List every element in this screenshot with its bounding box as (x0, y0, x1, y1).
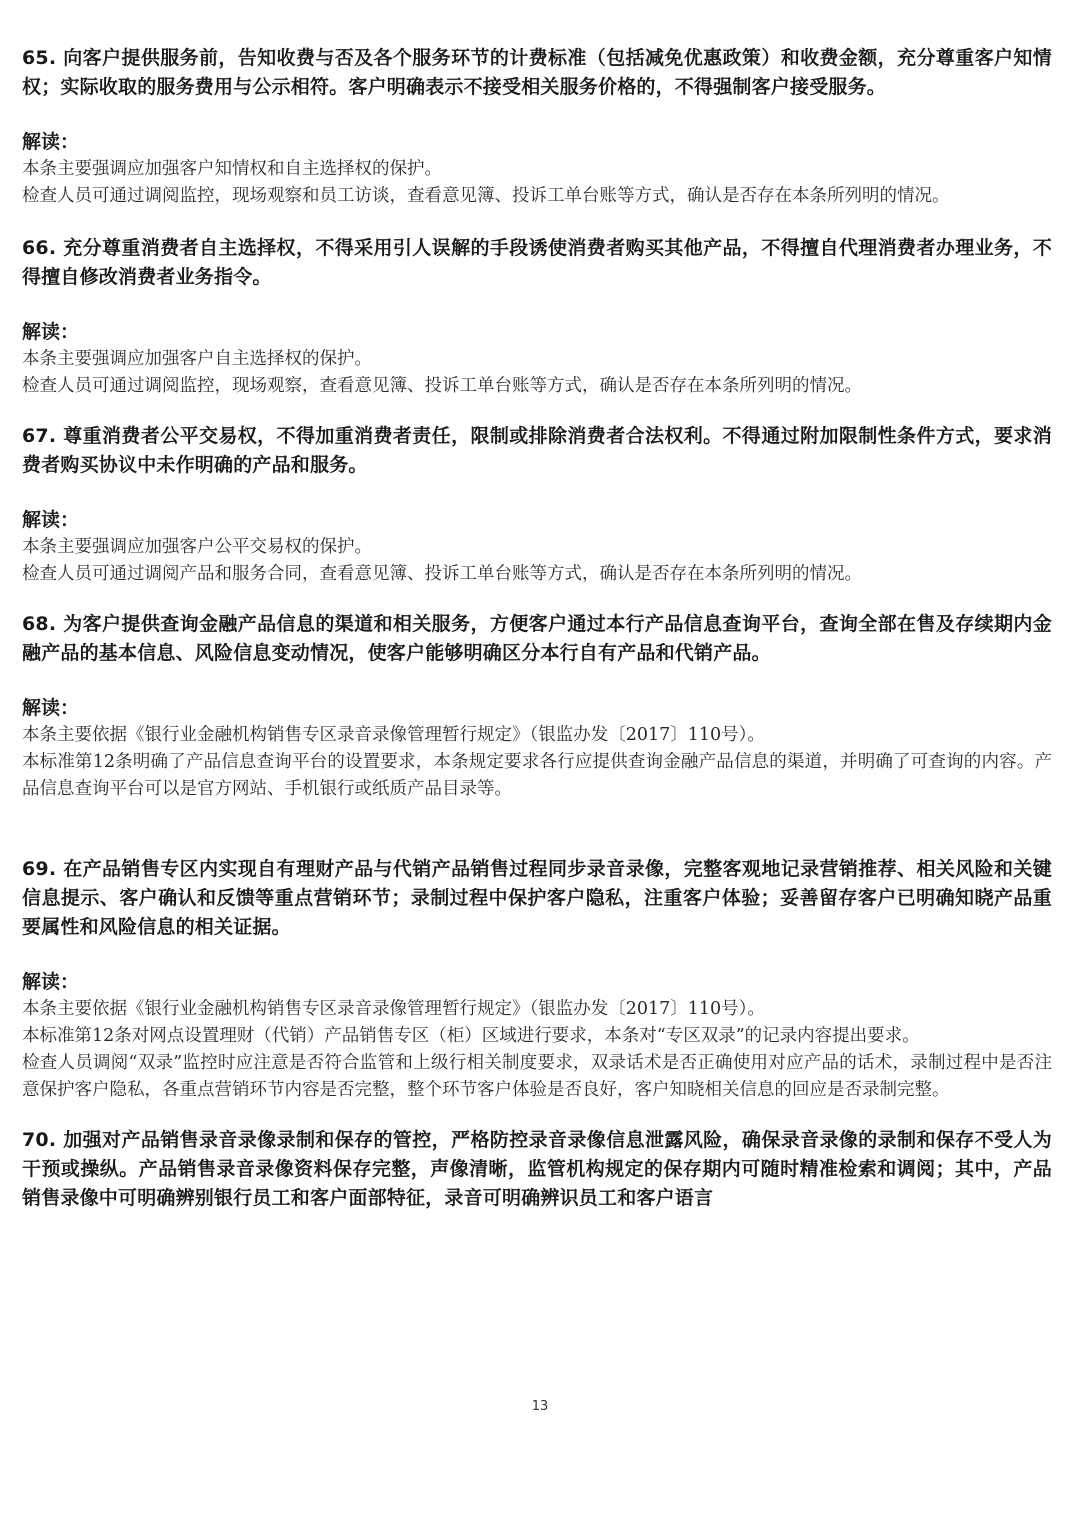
interpretation-line: 本条主要强调应加强客户公平交易权的保护。 (22, 537, 372, 557)
article-70 (22, 1126, 1052, 1213)
interpretation-line: 本条主要依据《银行业金融机构销售专区录音录像管理暂行规定》（银监办发〔2017〕110号）。 (22, 999, 765, 1019)
article-69 (22, 855, 1052, 1104)
article-title: 67. 尊重消费者公平交易权，不得加重消费者责任，限制或排除消费者合法权利。不得通过附加限制性条件方式，要求消费者购买协议中未作明确的产品和服务。 (22, 425, 1052, 476)
article-65 (22, 44, 1052, 210)
interpretation-label: 解读： (22, 131, 80, 153)
interpretation-line: 本条主要强调应加强客户知情权和自主选择权的保护。 (22, 159, 442, 179)
interpretation-line: 检查人员调阅“双录”监控时应注意是否符合监管和上级行相关制度要求，双录话术是否正确使用对应产品的话术，录制过程中是否注意保护客户隐私，各重点营销环节内容是否完整，整个环节客户体验是否良好，客户知晓相关信息的回应是否录制完整。 (22, 1053, 1052, 1100)
article-67 (22, 422, 1052, 588)
article-66 (22, 234, 1052, 400)
interpretation-line: 本标准第12条明确了产品信息查询平台的设置要求，本条规定要求各行应提供查询金融产品信息的渠道，并明确了可查询的内容。产品信息查询平台可以是官方网站、手机银行或纸质产品目录等。 (22, 752, 1052, 799)
article-title: 65. 向客户提供服务前，告知收费与否及各个服务环节的计费标准（包括减免优惠政策）和收费金额，充分尊重客户知情权；实际收取的服务费用与公示相符。客户明确表示不接受相关服务价格的，不得强制客户接受服务。 (22, 47, 1052, 98)
interpretation-label: 解读： (22, 971, 80, 993)
article-title: 68. 为客户提供查询金融产品信息的渠道和相关服务，方便客户通过本行产品信息查询平台，查询全部在售及存续期内金融产品的基本信息、风险信息变动情况，使客户能够明确区分本行自有产品和代销产品。 (22, 613, 1052, 664)
article-68 (22, 610, 1052, 803)
interpretation-line: 本条主要强调应加强客户自主选择权的保护。 (22, 349, 372, 369)
article-title: 69. 在产品销售专区内实现自有理财产品与代销产品销售过程同步录音录像，完整客观地记录营销推荐、相关风险和关键信息提示、客户确认和反馈等重点营销环节；录制过程中保护客户隐私，注重客户体验；妥善留存客户已明确知晓产品重要属性和风险信息的相关证据。 (22, 858, 1052, 938)
article-title: 66. 充分尊重消费者自主选择权，不得采用引人误解的手段诱使消费者购买其他产品，不得擅自代理消费者办理业务，不得擅自修改消费者业务指令。 (22, 237, 1052, 288)
interpretation-line: 检查人员可通过调阅产品和服务合同，查看意见簿、投诉工单台账等方式，确认是否存在本条所列明的情况。 (22, 564, 862, 584)
interpretation-label: 解读： (22, 321, 80, 343)
interpretation-line: 本标准第12条对网点设置理财（代销）产品销售专区（柜）区域进行要求，本条对“专区双录”的记录内容提出要求。 (22, 1026, 920, 1046)
page-number: 13 (531, 1399, 549, 1414)
interpretation-label: 解读： (22, 697, 80, 719)
interpretation-label: 解读： (22, 509, 80, 531)
interpretation-line: 检查人员可通过调阅监控，现场观察，查看意见簿、投诉工单台账等方式，确认是否存在本条所列明的情况。 (22, 376, 862, 396)
document-page (22, 44, 1052, 1213)
interpretation-line: 本条主要依据《银行业金融机构销售专区录音录像管理暂行规定》（银监办发〔2017〕110号）。 (22, 725, 765, 745)
interpretation-line: 检查人员可通过调阅监控，现场观察和员工访谈，查看意见簿、投诉工单台账等方式，确认是否存在本条所列明的情况。 (22, 186, 950, 206)
article-title: 70. 加强对产品销售录音录像录制和保存的管控，严格防控录音录像信息泄露风险，确保录音录像的录制和保存不受人为干预或操纵。产品销售录音录像资料保存完整，声像清晰，监管机构规定的保存期内可随时精准检索和调阅；其中，产品销售录像中可明确辨别银行员工和客户面部特征，录音可明确辨识员工和客户语言 (22, 1129, 1052, 1209)
